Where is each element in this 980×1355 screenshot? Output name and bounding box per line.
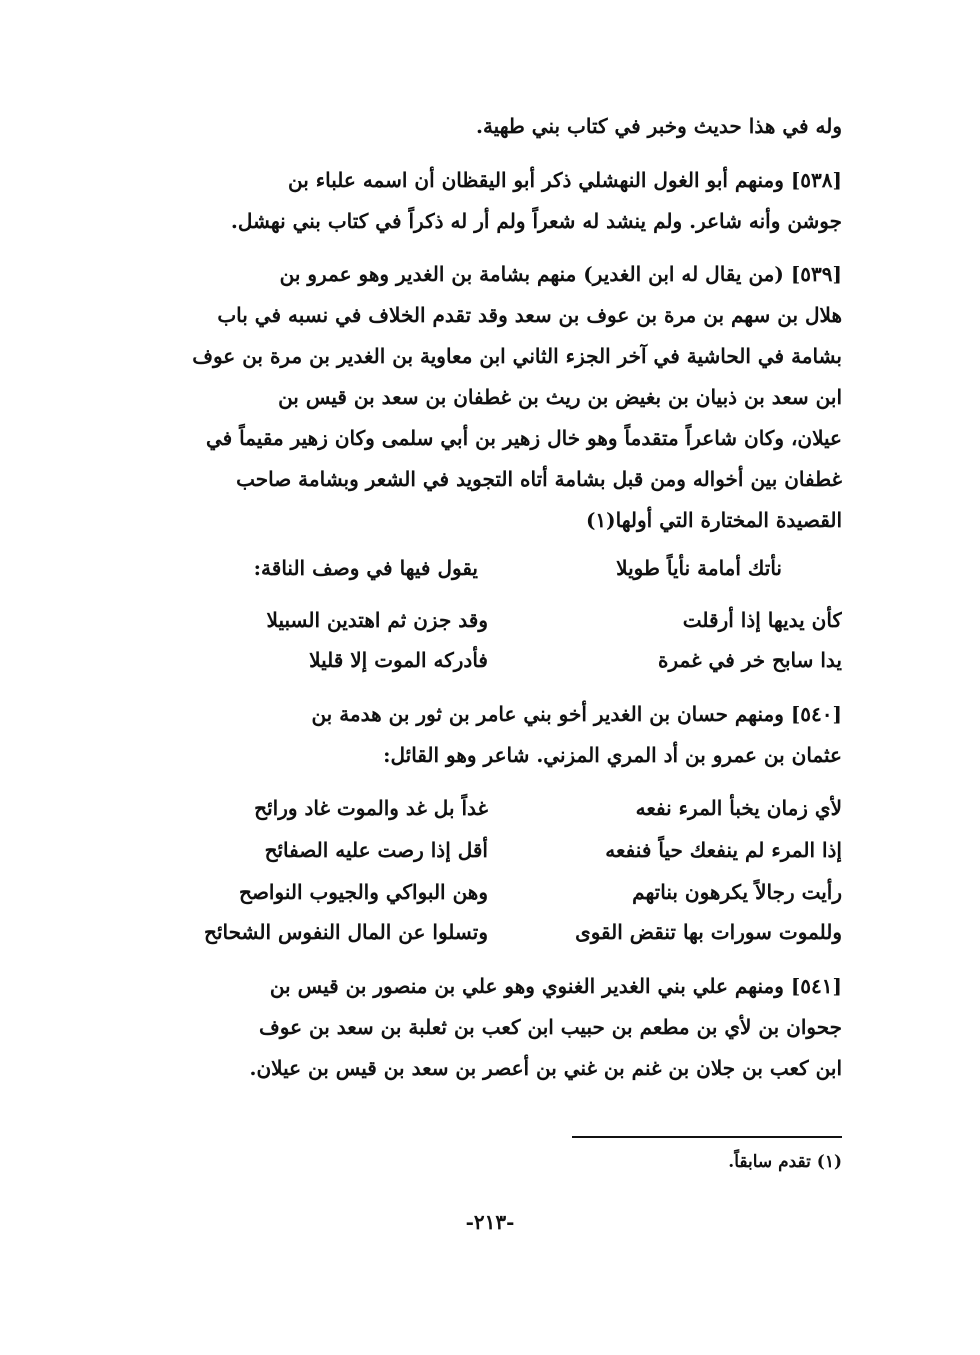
verse-hemistich-2: غداً بل غد والموت غاد ورائح	[254, 796, 488, 820]
text-line: وله في هذا حديث وخبر في كتاب بني طهية.	[475, 114, 842, 138]
verse-row	[158, 640, 842, 680]
text-line: عثمان بن عمرو بن أد المري المزني. شاعر وهو القائل:	[383, 743, 842, 767]
verse-hemistich-1: يدا سابح خر في غمرة	[658, 648, 842, 672]
verse-intro-row	[158, 548, 842, 588]
verse-first-hemistich: نأتك أمامة نأياً طويلا	[616, 556, 782, 580]
verse-row	[158, 872, 842, 912]
page-number: -٢١٣-	[465, 1210, 515, 1234]
verse-hemistich-2: وقد جزن ثم اهتدين السبيلا	[266, 608, 488, 632]
verse-row	[158, 830, 842, 870]
verse-row	[158, 788, 842, 828]
verse-hemistich-1: وللموت سورات بها تنقض القوى	[575, 920, 842, 944]
text-line: ابن سعد بن ذبيان بن بغيض بن ريث بن غطفان بن سعد بن قيس بن	[278, 385, 842, 409]
verse-hemistich-2: وهن البواكي والجيوب النواصح	[239, 880, 488, 904]
text-line: [٥٣٩] (من يقال له ابن الغدير) منهم بشامة بن الغدير وهو عمرو بن	[279, 262, 842, 286]
verse-hemistich-2: أقل إذا رصت عليه الصفائح	[264, 838, 488, 862]
text-line: هلال بن سهم بن مرة بن عوف بن سعد وقد تقدم الخلاف في نسبه في باب	[217, 303, 842, 327]
footnote-divider	[572, 1136, 842, 1138]
text-line: جوشن وأنه شاعر. ولم ينشد له شعراً ولم أر له ذكراً في كتاب بني نهشل.	[230, 209, 842, 233]
verse-row	[158, 912, 842, 952]
verse-hemistich-2: وتسلوا عن المال النفوس الشحائح	[204, 920, 488, 944]
verse-hemistich-2: فأدركه الموت إلا قليلا	[309, 648, 488, 672]
paragraph-539	[158, 254, 842, 541]
text-line: [٥٤١] ومنهم علي بني الغدير الغنوي وهو علي بن منصور بن قيس بن	[269, 974, 842, 998]
verse-hemistich-1: كأن يديها إذا أرقلت	[682, 608, 842, 632]
verse-row	[158, 600, 842, 640]
paragraph-intro	[158, 106, 842, 147]
verse-hemistich-1: إذا المرء لم ينفعك حياً فنفعه	[605, 838, 842, 862]
text-line: جحوان بن لأي بن مطعم بن حبيب ابن كعب بن ثعلبة بن سعد بن عوف	[259, 1015, 842, 1039]
text-line: غطفان بين أخواله ومن قبل بشامة أتاه التجويد في الشعر وبشامة صاحب	[236, 467, 842, 491]
text-line: [٥٣٨] ومنهم أبو الغول النهشلي ذكر أبو اليقظان أن اسمه علباء بن	[288, 168, 842, 192]
paragraph-540	[158, 694, 842, 776]
verse-intro-text: يقول فيها في وصف الناقة:	[253, 556, 478, 580]
text-line: القصيدة المختارة التي أولها(١)	[585, 508, 842, 532]
text-line: بشامة في الحاشية في آخر الجزء الثاني ابن معاوية بن الغدير بن مرة بن عوف	[192, 344, 842, 368]
text-line: عيلان، وكان شاعراً متقدماً وهو خال زهير بن أبي سلمى وكان زهير مقيماً في	[205, 426, 842, 450]
text-line: ابن كعب بن جلان بن غنم بن غني بن أعصر بن سعد بن قيس بن عيلان.	[249, 1056, 842, 1080]
verse-hemistich-1: لأي زمان يخبأ المرء نفعه	[635, 796, 842, 820]
paragraph-538	[158, 160, 842, 242]
paragraph-541	[158, 966, 842, 1089]
verse-hemistich-1: رأيت رجالاً يكرهون بناتهم	[632, 880, 842, 904]
text-line: [٥٤٠] ومنهم حسان بن الغدير أخو بني عامر بن ثور بن هدمة بن	[311, 702, 842, 726]
footnote: (١) تقدم سابقاً.	[728, 1152, 842, 1172]
